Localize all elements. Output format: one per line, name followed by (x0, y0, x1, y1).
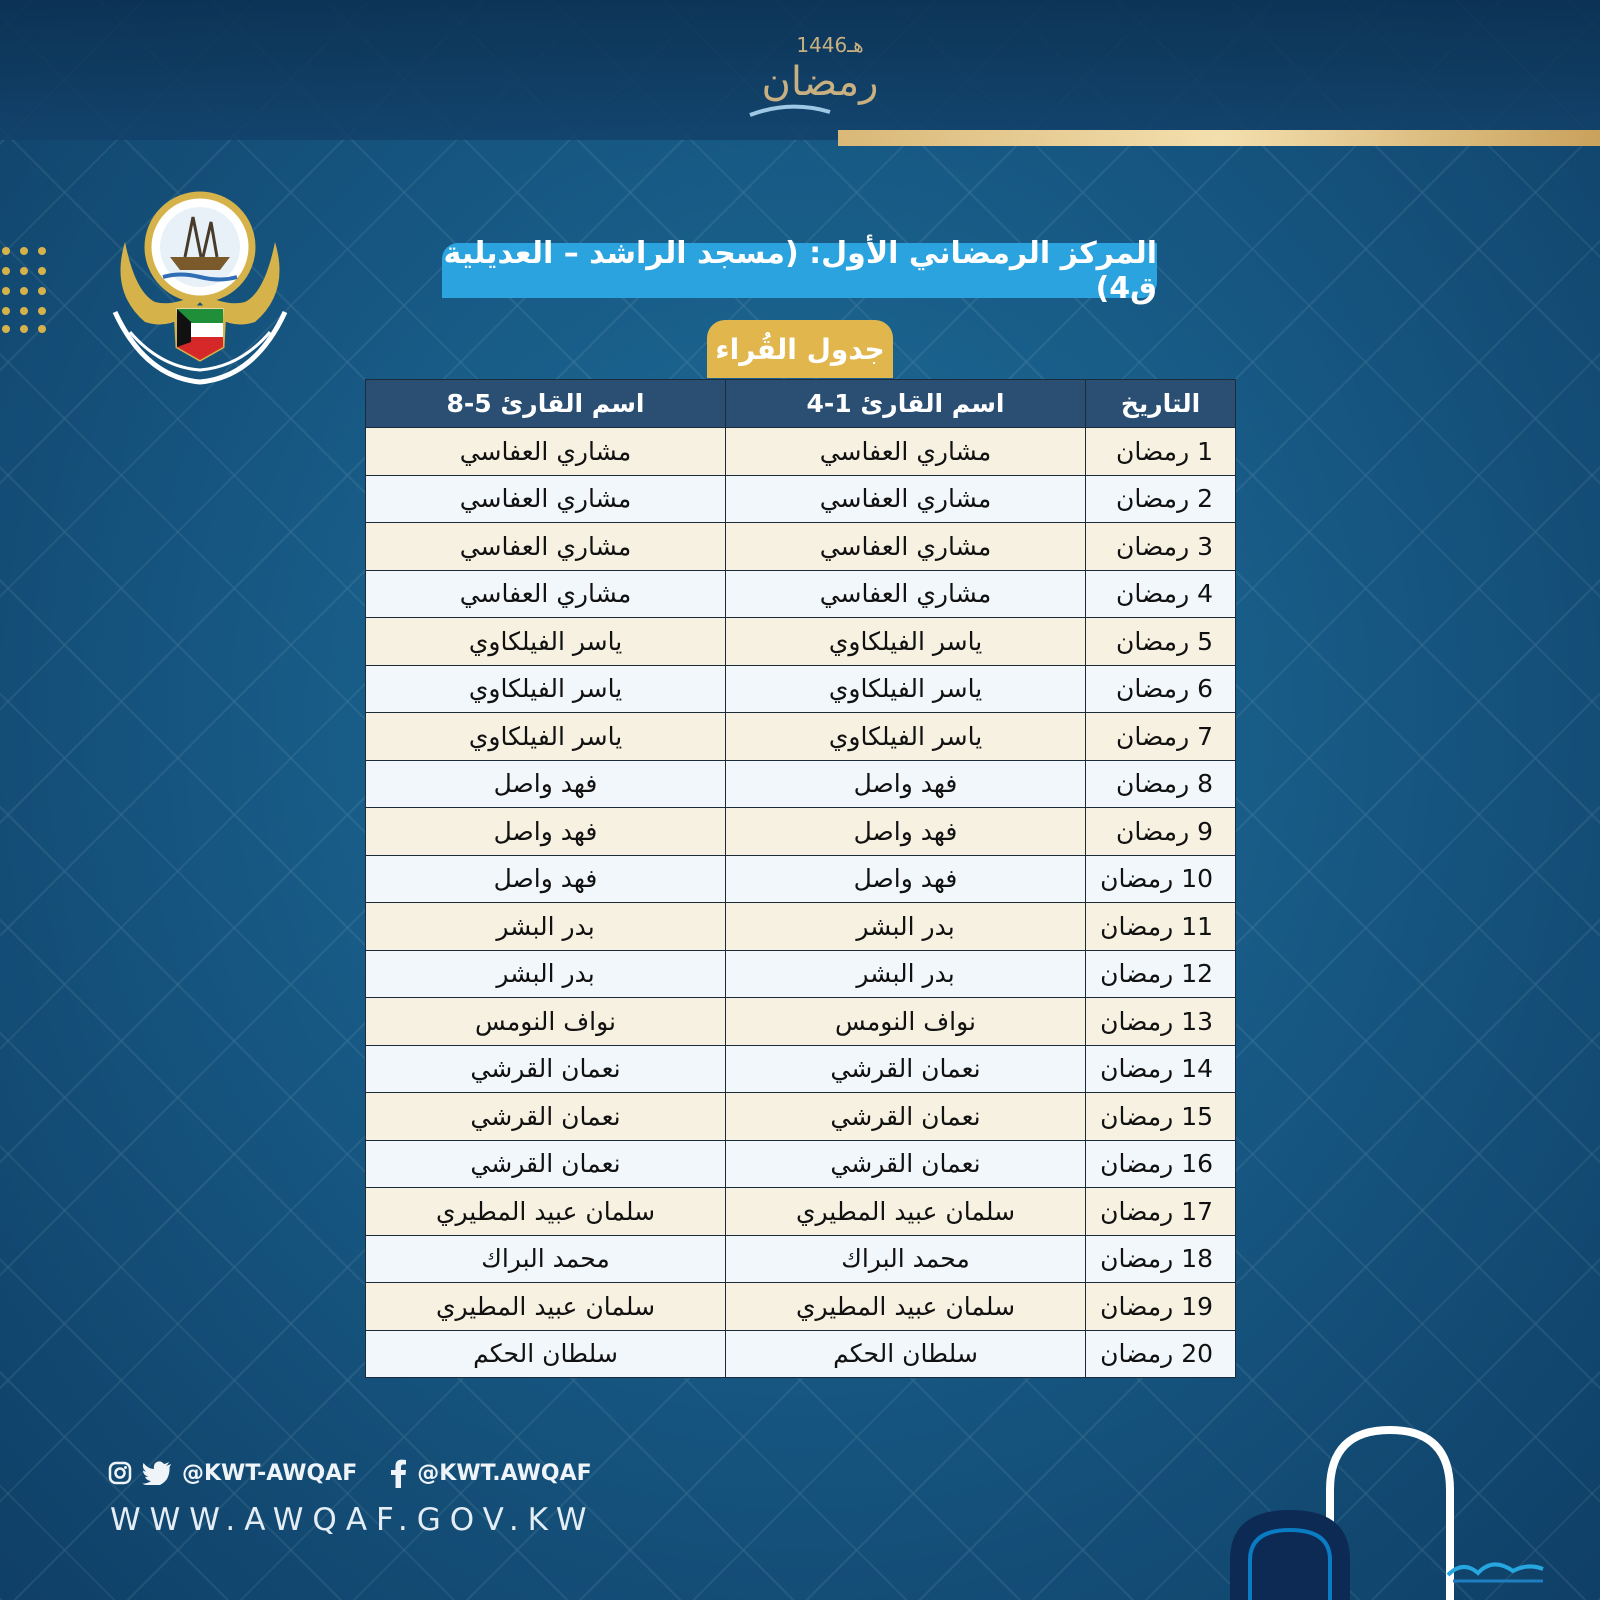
table-row (366, 808, 1236, 856)
table-header-row (366, 380, 1236, 428)
website-url[interactable]: WWW.AWQAF.GOV.KW (110, 1502, 596, 1538)
reader-5-8-cell: فهد واصل (366, 808, 726, 856)
reader-1-4-cell: فهد واصل (726, 855, 1086, 903)
reader-5-8-cell: سلمان عبيد المطيري (366, 1283, 726, 1331)
header-reader-1-4: اسم القارئ 1-4 (726, 380, 1086, 428)
reader-5-8-cell: نعمان القرشي (366, 1045, 726, 1093)
table-row (366, 523, 1236, 571)
corner-logo (1443, 1545, 1553, 1585)
center-title-bar (442, 235, 1157, 306)
date-cell: 18 رمضان (1086, 1235, 1236, 1283)
table-row (366, 998, 1236, 1046)
reader-5-8-cell: مشاري العفاسي (366, 523, 726, 571)
date-cell: 10 رمضان (1086, 855, 1236, 903)
reader-5-8-cell: ياسر الفيلكاوي (366, 713, 726, 761)
decorative-dots (0, 245, 50, 335)
table-row (366, 950, 1236, 998)
date-cell: 6 رمضان (1086, 665, 1236, 713)
reader-5-8-cell: سلطان الحكم (366, 1330, 726, 1378)
table-row (366, 1283, 1236, 1331)
facebook-icon[interactable] (389, 1458, 407, 1488)
reader-1-4-cell: نعمان القرشي (726, 1093, 1086, 1141)
reader-1-4-cell: بدر البشر (726, 903, 1086, 951)
table-row (366, 1045, 1236, 1093)
reader-5-8-cell: مشاري العفاسي (366, 428, 726, 476)
reader-1-4-cell: سلمان عبيد المطيري (726, 1188, 1086, 1236)
reader-1-4-cell: مشاري العفاسي (726, 523, 1086, 571)
table-row (366, 1093, 1236, 1141)
table-row (366, 1188, 1236, 1236)
readers-schedule-tab (707, 320, 893, 378)
reader-5-8-cell: فهد واصل (366, 855, 726, 903)
date-cell: 12 رمضان (1086, 950, 1236, 998)
table-row (366, 1235, 1236, 1283)
date-cell: 11 رمضان (1086, 903, 1236, 951)
reader-1-4-cell: سلطان الحكم (726, 1330, 1086, 1378)
readers-schedule-table (365, 379, 1236, 1378)
instagram-twitter-handle[interactable]: @KWT-AWQAF (182, 1460, 358, 1486)
date-cell: 2 رمضان (1086, 475, 1236, 523)
date-cell: 16 رمضان (1086, 1140, 1236, 1188)
table-row (366, 1140, 1236, 1188)
readers-schedule-label: جدول القُراء (715, 332, 885, 366)
date-cell: 14 رمضان (1086, 1045, 1236, 1093)
table-row (366, 1330, 1236, 1378)
reader-1-4-cell: نعمان القرشي (726, 1045, 1086, 1093)
reader-1-4-cell: مشاري العفاسي (726, 570, 1086, 618)
reader-5-8-cell: مشاري العفاسي (366, 570, 726, 618)
reader-5-8-cell: بدر البشر (366, 950, 726, 998)
date-cell: 17 رمضان (1086, 1188, 1236, 1236)
header-date: التاريخ (1086, 380, 1236, 428)
facebook-handle[interactable]: @KWT.AWQAF (417, 1460, 592, 1486)
date-cell: 13 رمضان (1086, 998, 1236, 1046)
reader-5-8-cell: نواف النومس (366, 998, 726, 1046)
reader-1-4-cell: فهد واصل (726, 760, 1086, 808)
reader-5-8-cell: محمد البراك (366, 1235, 726, 1283)
ministry-emblem (105, 182, 295, 392)
date-cell: 9 رمضان (1086, 808, 1236, 856)
table-row (366, 428, 1236, 476)
date-cell: 1 رمضان (1086, 428, 1236, 476)
instagram-icon[interactable] (108, 1461, 132, 1485)
date-cell: 20 رمضان (1086, 1330, 1236, 1378)
ramadan-year: 1446هـ (796, 33, 864, 57)
reader-1-4-cell: نواف النومس (726, 998, 1086, 1046)
table-row (366, 760, 1236, 808)
reader-1-4-cell: ياسر الفيلكاوي (726, 665, 1086, 713)
date-cell: 5 رمضان (1086, 618, 1236, 666)
table-row (366, 665, 1236, 713)
reader-5-8-cell: نعمان القرشي (366, 1140, 726, 1188)
reader-1-4-cell: فهد واصل (726, 808, 1086, 856)
reader-1-4-cell: مشاري العفاسي (726, 475, 1086, 523)
table-row (366, 903, 1236, 951)
gold-accent-line (838, 130, 1600, 146)
reader-1-4-cell: نعمان القرشي (726, 1140, 1086, 1188)
ramadan-logo (680, 20, 910, 140)
header-reader-5-8: اسم القارئ 5-8 (366, 380, 726, 428)
reader-5-8-cell: بدر البشر (366, 903, 726, 951)
reader-1-4-cell: مشاري العفاسي (726, 428, 1086, 476)
reader-5-8-cell: ياسر الفيلكاوي (366, 665, 726, 713)
date-cell: 19 رمضان (1086, 1283, 1236, 1331)
reader-1-4-cell: ياسر الفيلكاوي (726, 618, 1086, 666)
date-cell: 3 رمضان (1086, 523, 1236, 571)
ramadan-word: رمضان (761, 59, 879, 105)
date-cell: 7 رمضان (1086, 713, 1236, 761)
date-cell: 8 رمضان (1086, 760, 1236, 808)
center-title: المركز الرمضاني الأول: (مسجد الراشد – العديلية ق4) (443, 235, 1157, 306)
reader-1-4-cell: بدر البشر (726, 950, 1086, 998)
reader-5-8-cell: مشاري العفاسي (366, 475, 726, 523)
reader-5-8-cell: سلمان عبيد المطيري (366, 1188, 726, 1236)
table-row (366, 475, 1236, 523)
reader-1-4-cell: محمد البراك (726, 1235, 1086, 1283)
date-cell: 15 رمضان (1086, 1093, 1236, 1141)
reader-1-4-cell: ياسر الفيلكاوي (726, 713, 1086, 761)
date-cell: 4 رمضان (1086, 570, 1236, 618)
reader-5-8-cell: نعمان القرشي (366, 1093, 726, 1141)
reader-5-8-cell: ياسر الفيلكاوي (366, 618, 726, 666)
twitter-icon[interactable] (142, 1461, 172, 1485)
table-row (366, 855, 1236, 903)
table-row (366, 618, 1236, 666)
table-row (366, 570, 1236, 618)
reader-1-4-cell: سلمان عبيد المطيري (726, 1283, 1086, 1331)
reader-5-8-cell: فهد واصل (366, 760, 726, 808)
table-row (366, 713, 1236, 761)
social-handles (108, 1458, 592, 1488)
